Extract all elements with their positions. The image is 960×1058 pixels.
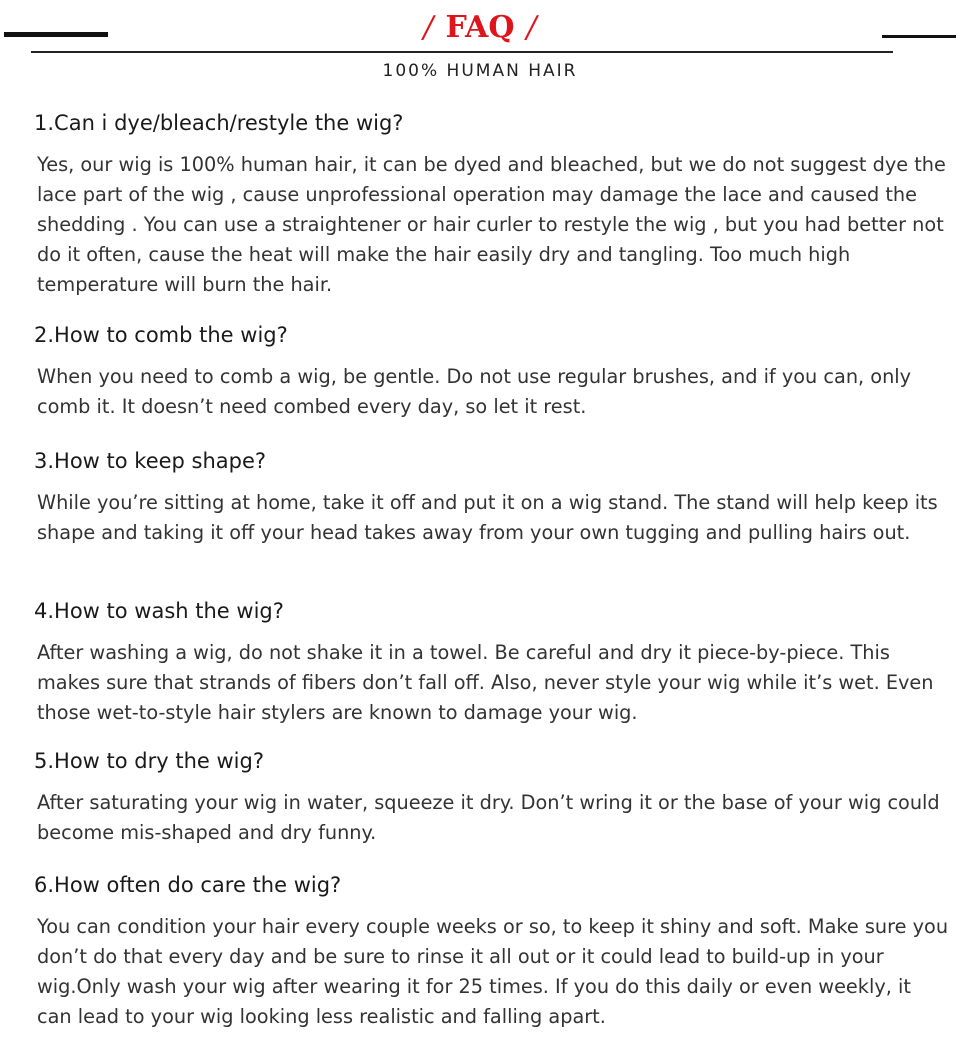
faq-item-4 [34, 596, 950, 728]
header-divider [31, 51, 893, 53]
title-text: FAQ [445, 10, 515, 45]
faq-question: 4.How to wash the wig? [34, 599, 284, 623]
faq-answer: After washing a wig, do not shake it in a towel. Be careful and dry it piece-by-piece. This makes sure that strands of fibers don’t fall off. Also, never style your wig while it’s wet. Even those wet-to-style hair stylers are known to damage your wig. [37, 641, 934, 724]
faq-item-5 [34, 746, 950, 848]
faq-answer: You can condition your hair every couple weeks or so, to keep it shiny and soft. Make sure you don’t do that every day and be sure to rinse it all out or it could lead to build-up in your wig.Only wash your wig after wearing it for 25 times. If you do this daily or even weekly, it can lead to your wig looking less realistic and falling apart. [37, 915, 949, 1028]
faq-item-6 [34, 870, 950, 1032]
page-title [0, 6, 960, 50]
faq-answer: When you need to comb a wig, be gentle. Do not use regular brushes, and if you can, only comb it. It doesn’t need combed every day, so let it rest. [37, 365, 912, 418]
faq-answer: After saturating your wig in water, squeeze it dry. Don’t wring it or the base of your wig could become mis-shaped and dry funny. [37, 791, 940, 844]
faq-item-2 [34, 320, 950, 422]
faq-question: 3.How to keep shape? [34, 449, 267, 473]
page-subtitle: 100% HUMAN HAIR [382, 61, 578, 81]
faq-question: 1.Can i dye/bleach/restyle the wig? [34, 111, 404, 135]
faq-question: 5.How to dry the wig? [34, 749, 264, 773]
title-slash-right: / [526, 10, 537, 45]
faq-answer: While you’re sitting at home, take it off and put it on a wig stand. The stand will help keep its shape and taking it off your head takes away from your own tugging and pulling hairs out. [37, 491, 938, 544]
faq-answer: Yes, our wig is 100% human hair, it can be dyed and bleached, but we do not suggest dye the lace part of the wig , cause unprofessional operation may damage the lace and caused the shedding . You can use a straightener or hair curler to restyle the wig , but you had better not do it often, cause the heat will make the hair easily dry and tangling. Too much high temperature will burn the hair. [37, 153, 946, 296]
faq-item-3 [34, 446, 950, 548]
faq-question: 2.How to comb the wig? [34, 323, 288, 347]
faq-item-1 [34, 108, 950, 300]
faq-question: 6.How often do care the wig? [34, 873, 342, 897]
title-slash-left: / [423, 10, 434, 45]
